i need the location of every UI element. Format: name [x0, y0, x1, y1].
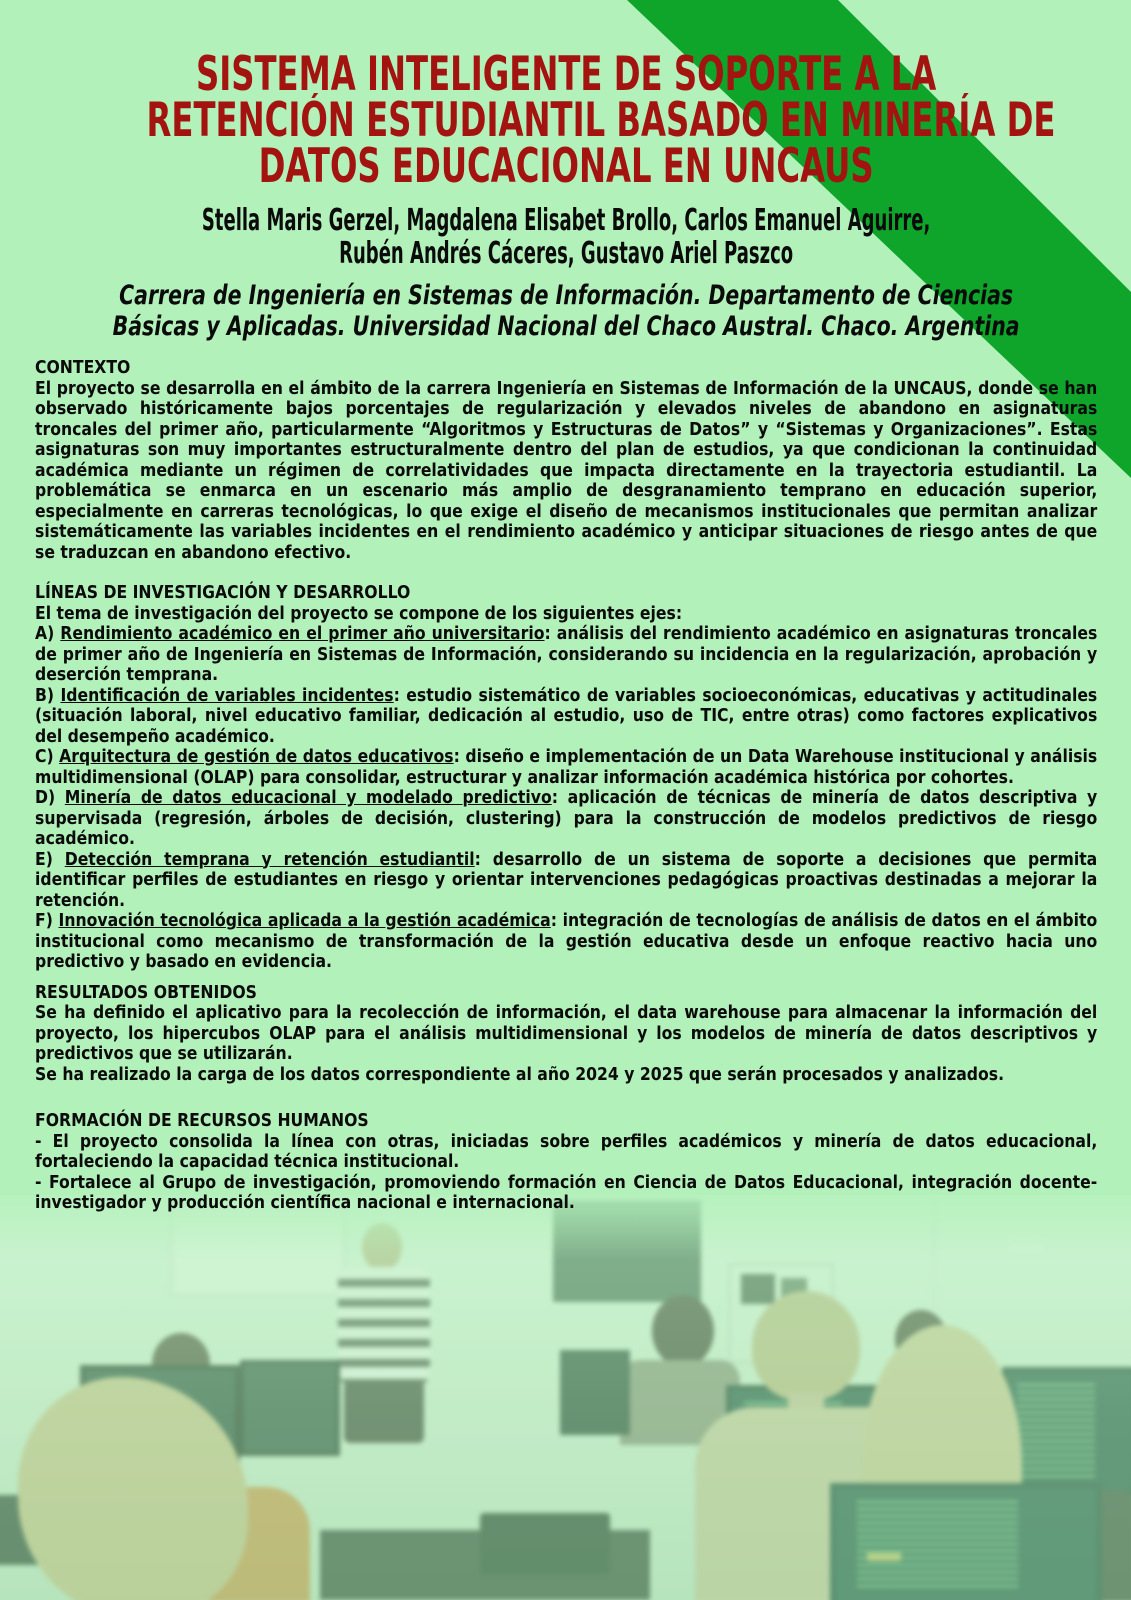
item-text: : desarrollo de un sistema de soporte a decisiones que permita identificar perfiles de estudiantes en riesgo y orientar intervenciones pedagógicas proactivas destinadas a mejorar la retención.	[35, 848, 1098, 911]
section-lineas	[35, 583, 1097, 973]
item-key: E)	[35, 848, 53, 870]
authors	[35, 204, 1097, 270]
item-text: : integración de tecnologías de análisis de datos en el ámbito institucional como mecanismo de transformación de la gestión educativa desde un enfoque reactivo hacia uno predictivo y basado en evidencia.	[35, 910, 1098, 972]
item-key: D)	[35, 787, 56, 808]
section-heading: FORMACIÓN DE RECURSOS HUMANOS	[35, 1110, 369, 1131]
section-contexto	[35, 358, 1097, 563]
research-line-item	[35, 788, 1097, 850]
item-key: B)	[35, 684, 55, 706]
research-line-item	[35, 624, 1097, 686]
item-label: Innovación tecnológica aplicada a la gestión académica	[58, 910, 551, 931]
item-key: C)	[35, 746, 54, 767]
section-body: El proyecto se desarrolla en el ámbito de la carrera Ingeniería en Sistemas de Información de la UNCAUS, donde se han observado históricamente bajos porcentajes de regularización y elevados niveles de abandono en asignaturas troncales del primer año, particularmente “Algoritmos y Estructuras de Datos” y “Sistemas y Organizaciones”. Estas asignaturas son muy importantes estructuralmente dentro del plan de estudios, ya que condicionan la continuidad académica mediante un régimen de correlatividades que impacta directamente en la trayectoria estudiantil. La problemática se enmarca en un escenario más amplio de desgranamiento temprano en educación superior, especialmente en carreras tecnológicas, lo que exige el diseño de mecanismos institucionales que permitan analizar sistemáticamente las variables incidentes en el rendimiento académico y anticipar situaciones de riesgo antes de que se traduzcan en abandono efectivo.	[35, 377, 1098, 563]
affiliation	[35, 280, 1097, 342]
title-line: SISTEMA INTELIGENTE DE SOPORTE A LA	[195, 47, 937, 102]
authors-line: Rubén Andrés Cáceres, Gustavo Ariel Paszco	[339, 236, 794, 271]
research-line-item	[35, 850, 1097, 912]
item-text: : aplicación de técnicas de minería de datos descriptiva y supervisada (regresión, árboles de decisión, clustering) para la construcción de modelos predictivos de riesgo académico.	[35, 787, 1098, 849]
poster-content	[35, 0, 1097, 1214]
section-resultados	[35, 983, 1097, 1086]
poster-title	[35, 47, 1097, 194]
item-text: : análisis del rendimiento académico en asignaturas troncales de primer año de Ingeniería en Sistemas de Información, considerando su incidencia en la regularización, aprobación y deserción temprana.	[35, 623, 1098, 685]
section-heading: CONTEXTO	[35, 357, 131, 378]
research-line-item	[35, 747, 1097, 788]
section-formacion	[35, 1111, 1097, 1214]
classroom-photo	[0, 1195, 1131, 1600]
section-body: Se ha realizado la carga de los datos correspondiente al año 2024 y 2025 que serán procesados y analizados.	[35, 1063, 1005, 1085]
item-label: Arquitectura de gestión de datos educativos	[59, 746, 454, 767]
affiliation-line: Carrera de Ingeniería en Sistemas de Información. Departamento de Ciencias	[119, 280, 1014, 311]
affiliation-line: Básicas y Aplicadas. Universidad Nacional del Chaco Austral. Chaco. Argentina	[112, 311, 1020, 342]
item-text: : diseño e implementación de un Data Warehouse institucional y análisis multidimensional (OLAP) para consolidar, estructurar y analizar información académica histórica por cohortes.	[35, 746, 1098, 788]
authors-line: Stella Maris Gerzel, Magdalena Elisabet Brollo, Carlos Emanuel Aguirre,	[201, 203, 931, 238]
item-key: F)	[35, 910, 53, 931]
green-photo-overlay	[0, 1195, 1131, 1600]
item-text: : estudio sistemático de variables socioeconómicas, educativas y actitudinales (situación laboral, nivel educativo familiar, dedicación al estudio, uso de TIC, entre otras) como factores explicativos del desempeño académico.	[35, 684, 1098, 747]
section-body: - El proyecto consolida la línea con otras, iniciadas sobre perfiles académicos y minería de datos educacional, fortaleciendo la capacidad técnica institucional.	[35, 1130, 1098, 1172]
item-label: Detección temprana y retención estudiantil	[64, 848, 475, 870]
item-label: Minería de datos educacional y modelado predictivo	[64, 787, 552, 808]
section-heading: LÍNEAS DE INVESTIGACIÓN Y DESARROLLO	[35, 582, 411, 603]
section-body: - Fortalece al Grupo de investigación, promoviendo formación en Ciencia de Datos Educacional, integración docente-investigador y producción científica nacional e internacional.	[35, 1171, 1098, 1213]
item-label: Rendimiento académico en el primer año universitario	[60, 623, 545, 644]
section-heading: RESULTADOS OBTENIDOS	[35, 981, 257, 1003]
title-line: DATOS EDUCACIONAL EN UNCAUS	[258, 139, 874, 194]
item-label: Identificación de variables incidentes	[60, 684, 394, 706]
section-intro: El tema de investigación del proyecto se compone de los siguientes ejes:	[35, 602, 683, 624]
item-key: A)	[35, 623, 55, 644]
research-line-item	[35, 911, 1097, 973]
section-body: Se ha definido el aplicativo para la recolección de información, el data warehouse para almacenar la información del proyecto, los hipercubos OLAP para el análisis multidimensional y los modelos de minería de datos descriptivos y predictivos que se utilizarán.	[35, 1002, 1098, 1064]
research-line-item	[35, 686, 1097, 748]
title-line: RETENCIÓN ESTUDIANTIL BASADO EN MINERÍA DE	[146, 93, 1056, 148]
